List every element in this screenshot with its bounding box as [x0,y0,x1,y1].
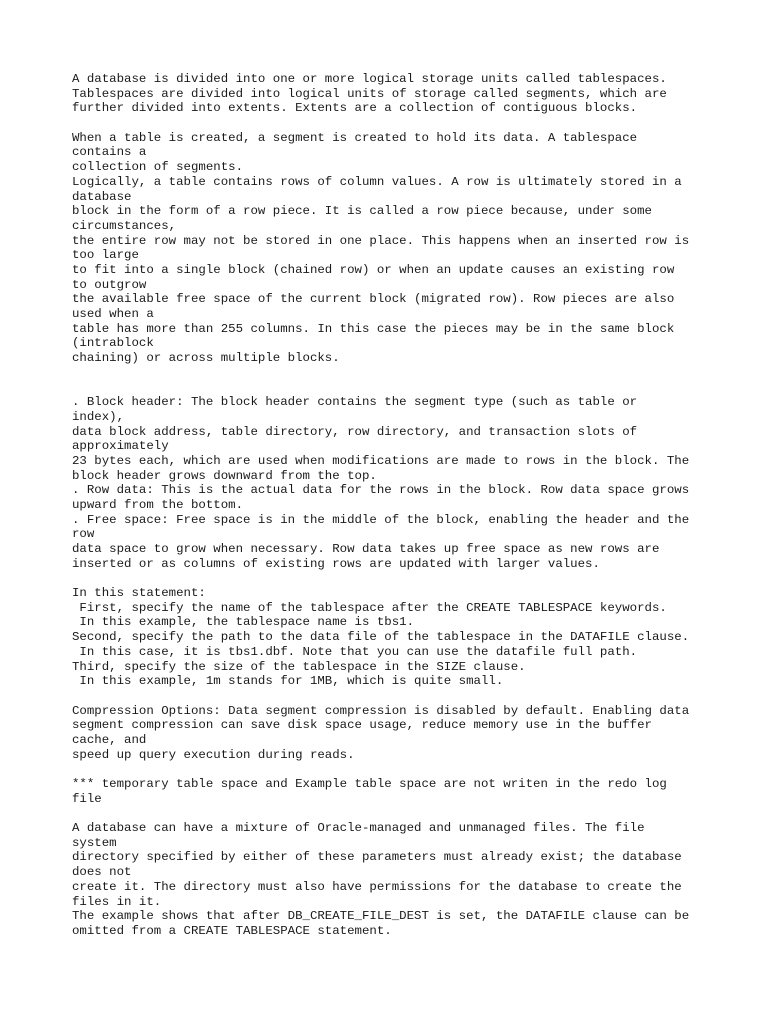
text-line: to outgrow [72,277,147,292]
text-line: . Row data: This is the actual data for the rows in the block. Row data space grows [72,483,690,498]
text-line: database [72,189,132,204]
text-line: When a table is created, a segment is created to hold its data. A tablespace [72,130,638,145]
document-body [72,72,712,939]
text-line: (intrablock [72,336,154,351]
text-line: speed up query execution during reads. [72,747,355,762]
text-line: directory specified by either of these parameters must already exist; the database [72,850,682,865]
text-line: In this case, it is tbs1.dbf. Note that you can use the datafile full path. [72,644,638,659]
blank-line [72,380,712,395]
text-line: too large [72,248,139,263]
text-line: A database is divided into one or more logical storage units called tablespaces. [72,72,667,86]
blank-line [72,762,712,777]
blank-line [72,116,712,131]
text-line: files in it. [72,894,162,909]
text-line: A database can have a mixture of Oracle-managed and unmanaged files. The file [72,821,645,836]
text-line: 23 bytes each, which are used when modifications are made to rows in the block. The [72,453,690,468]
text-line: contains a [72,145,147,160]
text-line: Logically, a table contains rows of column values. A row is ultimately stored in a [72,174,682,189]
text-line: Tablespaces are divided into logical units of storage called segments, which are [72,86,667,101]
text-line: The example shows that after DB_CREATE_FILE_DEST is set, the DATAFILE clause can be [72,909,690,924]
text-line: In this statement: [72,586,206,601]
text-line: table has more than 255 columns. In this case the pieces may be in the same block [72,321,675,336]
text-line: data block address, table directory, row directory, and transaction slots of [72,424,638,439]
text-line: create it. The directory must also have permissions for the database to create the [72,879,682,894]
text-line: data space to grow when necessary. Row data takes up free space as new rows are [72,542,660,556]
text-line: used when a [72,307,154,321]
text-line: upward from the bottom. [72,497,244,512]
text-line: system [72,835,117,850]
text-line: In this example, 1m stands for 1MB, which is quite small. [72,674,504,689]
text-line: Second, specify the path to the data file of the tablespace in the DATAFILE clause. [72,630,690,645]
blank-line [72,366,712,381]
text-line: collection of segments. [72,160,244,175]
text-line: cache, and [72,732,147,747]
text-line: . Free space: Free space is in the middle of the block, enabling the header and the [72,512,690,527]
text-line: chaining) or across multiple blocks. [72,351,340,366]
text-line: In this example, the tablespace name is tbs1. [72,615,415,630]
blank-line [72,571,712,586]
text-line: block header grows downward from the top. [72,468,377,483]
text-line: approximately [72,439,169,454]
text-line: the available free space of the current block (migrated row). Row pieces are also [72,292,675,307]
text-line: Compression Options: Data segment compression is disabled by default. Enabling data [72,703,690,718]
text-line: block in the form of a row piece. It is called a row piece because, under some [72,204,652,219]
text-line: index), [72,409,125,424]
blank-line [72,689,712,704]
text-line: circumstances, [72,218,177,233]
text-line: further divided into extents. Extents are a collection of contiguous blocks. [72,101,638,116]
text-line: *** temporary table space and Example table space are not writen in the redo log [72,777,667,791]
text-line: to fit into a single block (chained row) or when an update causes an existing row [72,262,675,277]
text-line: Third, specify the size of the tablespace in the SIZE clause. [72,659,526,674]
text-line: inserted or as columns of existing rows are updated with larger values. [72,556,600,571]
text-line: . Block header: The block header contains the segment type (such as table or [72,395,638,410]
text-line: does not [72,865,132,880]
text-line: First, specify the name of the tablespace after the CREATE TABLESPACE keywords. [72,600,667,615]
text-line: omitted from a CREATE TABLESPACE statement. [72,923,392,938]
text-line: row [72,527,95,542]
blank-line [72,806,712,821]
text-line: segment compression can save disk space usage, reduce memory use in the buffer [72,718,652,733]
text-line: file [72,791,102,806]
text-line: the entire row may not be stored in one place. This happens when an inserted row is [72,233,690,248]
